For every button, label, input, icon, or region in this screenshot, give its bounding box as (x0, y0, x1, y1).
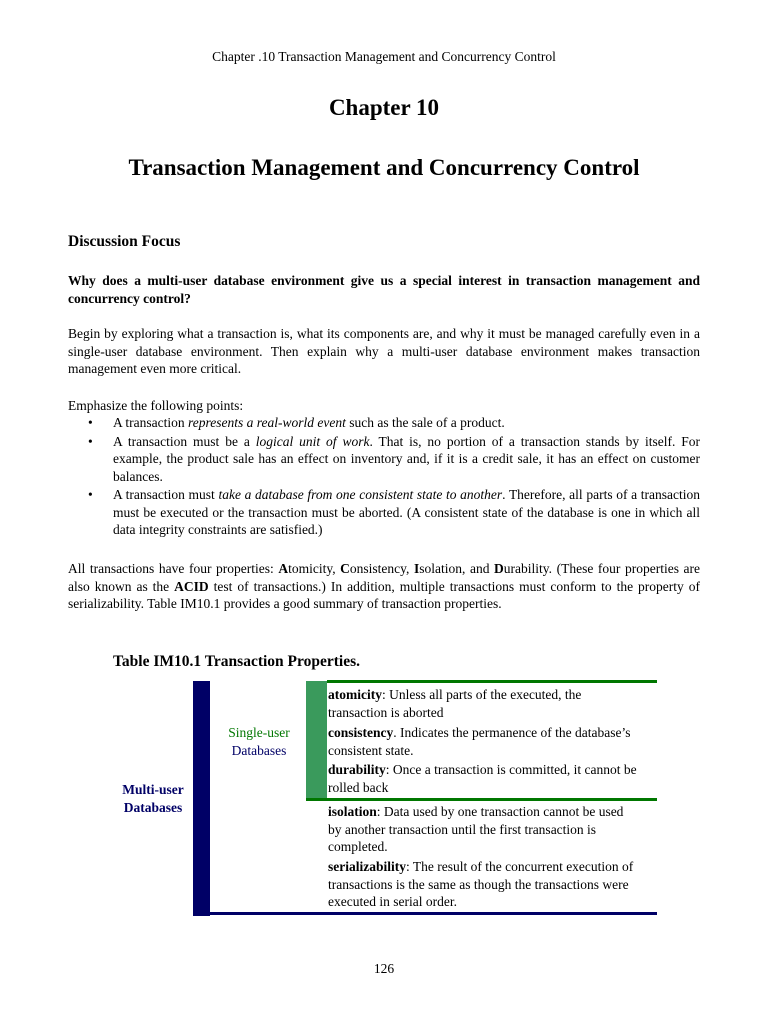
table-caption: Table IM10.1 Transaction Properties. (113, 653, 360, 670)
points-list (68, 414, 700, 540)
property-durability: durability: Once a transaction is committed, it cannot be rolled back (328, 762, 637, 795)
property-isolation: isolation: Data used by one transaction cannot be used by another transaction until the first transaction is completed. (328, 804, 624, 854)
list-item: • A transaction must be a logical unit of work. That is, no portion of a transaction stands by itself. For example, the product sale has an effect on inventory and, if it is a credit sale, it has an effect on customer balances. (88, 433, 700, 484)
discussion-question: Why does a multi-user database environment give us a special interest in transaction management and concurrency control? (68, 273, 700, 306)
chapter-number: Chapter 10 (328, 95, 440, 120)
property-consistency: consistency. Indicates the permanence of the database’s consistent state. (328, 725, 631, 758)
bullet-icon: • (88, 487, 93, 502)
bullet-icon: • (88, 415, 93, 430)
property-atomicity: atomicity: Unless all parts of the executed, the transaction is aborted (328, 687, 582, 720)
multi-user-label: Multi-user Databases (122, 782, 184, 815)
list-item: • A transaction must take a database from one consistent state to another. Therefore, all parts of a transaction must be executed or the transaction must be aborted. (A consistent state of the database is one in which all data integrity constraints are satisfied.) (88, 487, 700, 537)
acid-paragraph: All transactions have four properties: Atomicity, Consistency, Isolation, and Durability. (These four properties are also known as the ACID test of transactions.) In addition, multiple transactions must conform to the property of serializability. Table IM10.1 provides a good summary of transaction properties. (68, 561, 701, 611)
running-header: Chapter .10 Transaction Management and Concurrency Control (212, 49, 556, 64)
divider-bottom (193, 912, 657, 915)
page-number: 126 (373, 961, 395, 976)
intro-paragraph: Begin by exploring what a transaction is, what its components are, and why it must be managed carefully even in a single-user database environment. Then explain why a multi-user database environment makes transaction management even more critical. (68, 326, 700, 376)
chapter-title: Transaction Management and Concurrency Control (128, 155, 640, 180)
single-user-label: Single-user Databases (228, 725, 290, 758)
bullet-icon: • (88, 433, 93, 449)
divider-middle (306, 798, 657, 801)
list-item: • A transaction represents a real-world event such as the sale of a product. (88, 415, 505, 430)
emphasize-paragraph: Emphasize the following points: (68, 398, 244, 413)
single-user-bar (306, 681, 327, 801)
divider-top (327, 680, 657, 683)
section-heading: Discussion Focus (68, 233, 181, 250)
property-serializability: serializability: The result of the concurrent execution of transactions is the same as though the transactions were executed in serial order. (328, 859, 634, 909)
